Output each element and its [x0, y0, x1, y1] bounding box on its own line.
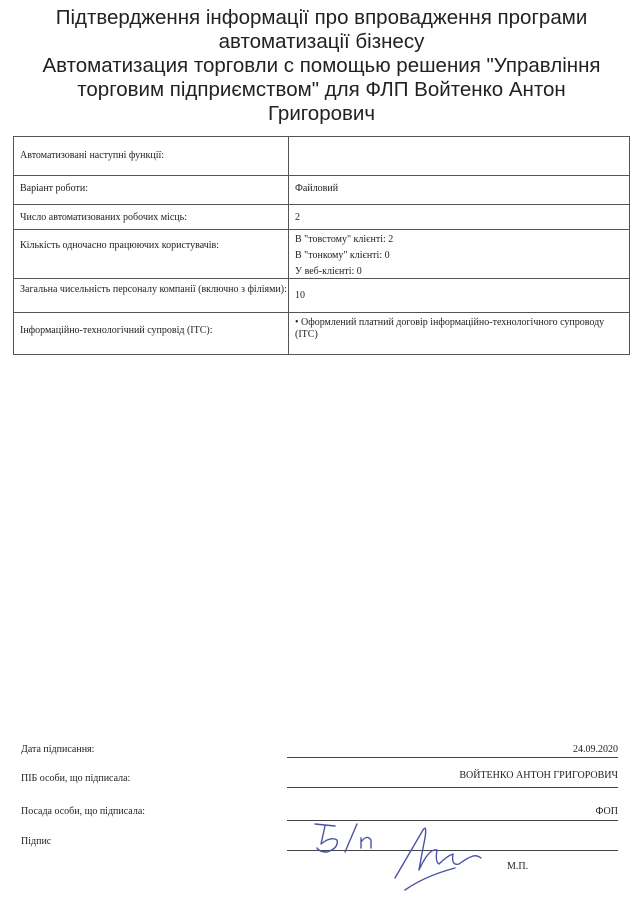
row-value-cell [289, 205, 630, 230]
table-row [14, 313, 630, 355]
title-line: Автоматизация торговли с помощью решения "Управління [42, 54, 601, 77]
row-value: В "товстому" клієнті: 2 [295, 234, 394, 245]
row-value: 10 [295, 290, 305, 301]
signature-stroke [395, 828, 481, 890]
row-label: Інформаційно-технологічний супровід (ІТС): [20, 325, 213, 336]
row-value: В "тонкому" клієнті: 0 [295, 250, 390, 261]
row-value-cell [289, 279, 630, 313]
row-value: У веб-клієнті: 0 [295, 266, 362, 277]
signature-label: Підпис [21, 836, 52, 847]
info-table [13, 136, 630, 355]
row-label-cell [14, 205, 289, 230]
title-line: Підтвердження інформації про впровадження програми [55, 6, 588, 29]
row-value-cell [289, 176, 630, 205]
underline [287, 787, 618, 788]
signer-name-label: ПІБ особи, що підписала: [21, 773, 131, 784]
row-label: Варіант роботи: [20, 183, 89, 194]
row-value: Файловий [295, 183, 339, 194]
row-label-cell [14, 176, 289, 205]
document-title [0, 6, 643, 126]
signature-stroke [361, 837, 371, 848]
underline [287, 757, 618, 758]
signing-date-value: 24.09.2020 [573, 744, 618, 755]
row-value: • Оформлений платний договір інформаційно-технологічного супроводу (ІТС) [295, 317, 605, 340]
title-line: Григорович [267, 102, 376, 125]
row-value-cell [289, 230, 630, 279]
table-row [14, 137, 630, 176]
row-label: Автоматизовані наступні функції: [20, 150, 165, 161]
row-label-cell [14, 313, 289, 355]
row-value-cell [289, 137, 630, 176]
title-line: автоматизації бізнесу [218, 30, 425, 53]
row-label-cell [14, 230, 289, 279]
signing-date-label: Дата підписання: [21, 744, 95, 755]
row-value: 2 [295, 212, 300, 223]
row-label: Кількість одночасно працюючих користувачів: [20, 240, 220, 251]
table-row [14, 205, 630, 230]
row-label-cell [14, 137, 289, 176]
title-line: торговим підприємством" для ФЛП Войтенко Антон [77, 78, 566, 101]
table-row [14, 230, 630, 279]
row-label: Число автоматизованих робочих місць: [20, 212, 187, 223]
stamp-place-label: М.П. [507, 861, 529, 872]
signer-position-label: Посада особи, що підписала: [21, 806, 146, 817]
table-row [14, 176, 630, 205]
row-value-group [295, 234, 629, 278]
signature-stroke [315, 824, 337, 852]
signer-position-value: ФОП [595, 806, 618, 817]
row-label: Загальна чисельність персоналу компанії (включно з філіями): [20, 284, 287, 295]
row-value-cell [289, 313, 630, 355]
handwritten-signature [305, 818, 505, 898]
signature-stroke [345, 824, 357, 852]
signer-name-value: ВОЙТЕНКО АНТОН ГРИГОРОВИЧ [459, 770, 618, 781]
table-row [14, 279, 630, 313]
row-label-cell [14, 279, 289, 313]
